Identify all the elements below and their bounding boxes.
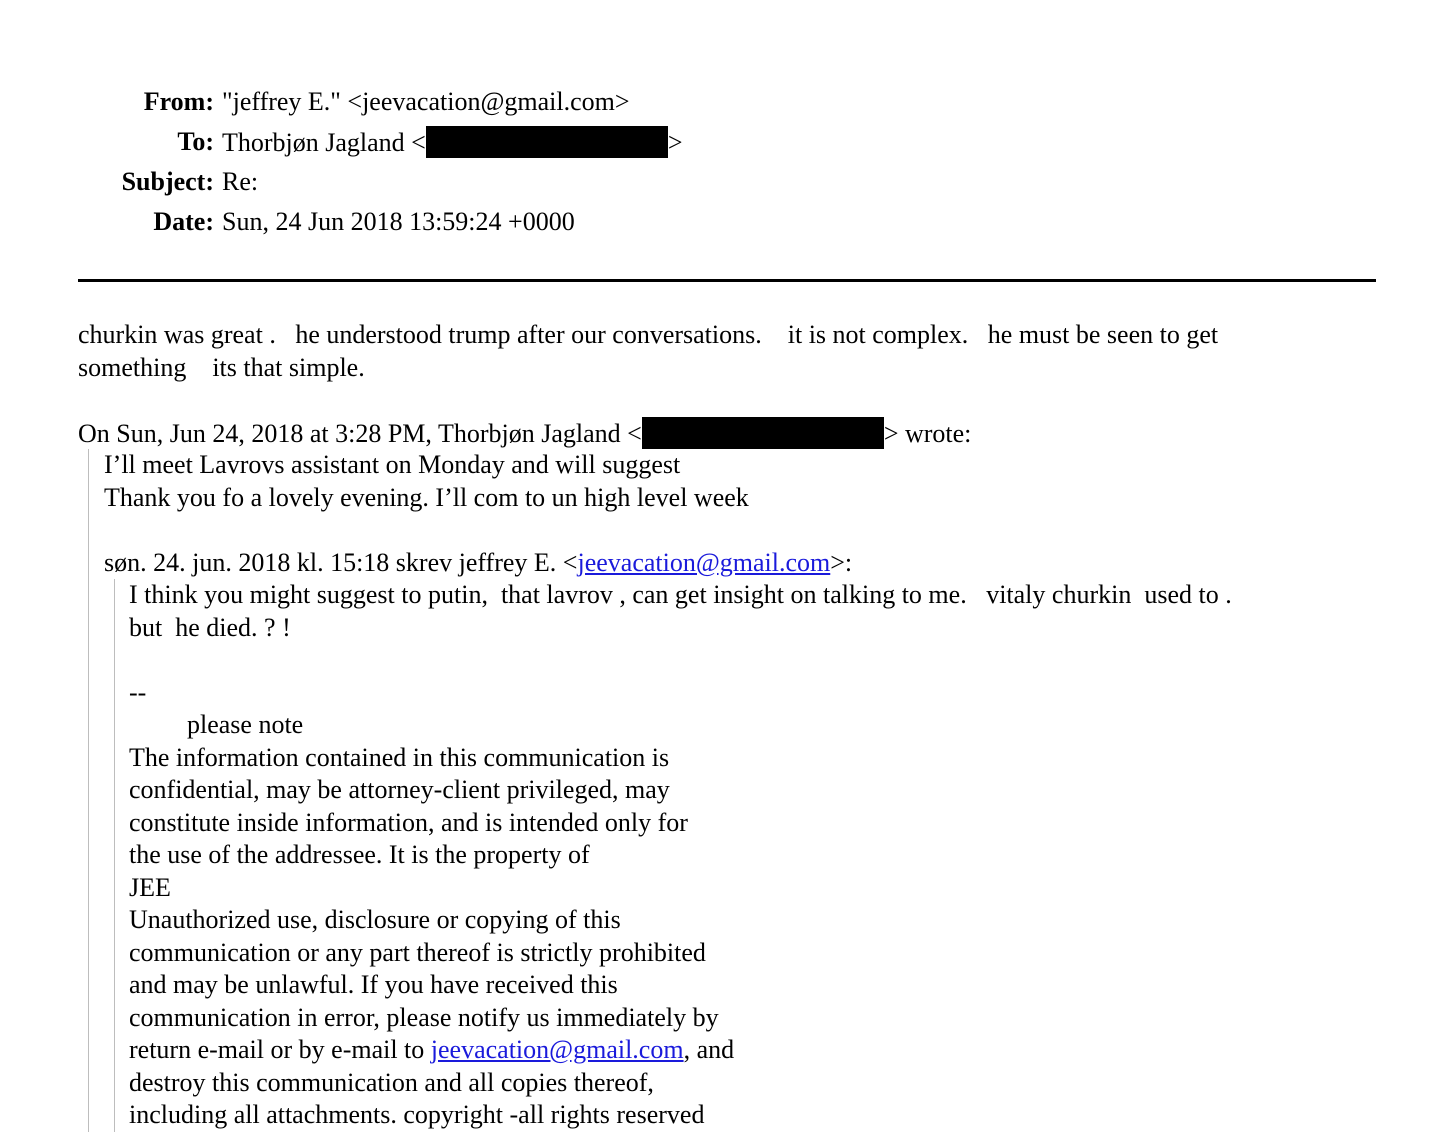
disclaimer-line: destroy this communication and all copies thereof,	[129, 1067, 654, 1097]
disclaimer-line: communication or any part thereof is strictly prohibited	[129, 937, 706, 967]
disclaimer-line: including all attachments. copyright -all rights reserved	[129, 1100, 705, 1129]
date-value: Sun, 24 Jun 2018 13:59:24 +0000	[222, 207, 575, 236]
to-label: To:	[177, 127, 214, 156]
email-body	[78, 319, 1368, 1132]
quote-line: but he died. ? !	[129, 612, 291, 642]
redaction-box	[426, 126, 668, 158]
from-value: "jeffrey E." <jeevacation@gmail.com>	[222, 87, 630, 116]
reply2-attribution	[104, 547, 1368, 580]
disclaimer-line: and may be unlawful. If you have received this	[129, 970, 618, 999]
spacer	[78, 384, 1368, 417]
redaction-box	[642, 417, 884, 449]
email-link[interactable]: jeevacation@gmail.com	[577, 547, 831, 577]
message-line: churkin was great . he understood trump after our conversations. it is not complex. he must be seen to get	[78, 320, 1219, 349]
signature-dash: --	[129, 677, 147, 707]
to-close: >	[667, 128, 683, 157]
subject-value: Re:	[222, 167, 259, 196]
spacer	[104, 514, 1368, 547]
attribution-suffix: >:	[830, 547, 853, 577]
to-value	[222, 126, 683, 159]
disclaimer-line: communication in error, please notify us immediately by	[129, 1002, 719, 1032]
email-link[interactable]: jeevacation@gmail.com	[430, 1035, 684, 1064]
disclaimer-line	[129, 1034, 1368, 1067]
return-suffix: , and	[683, 1035, 735, 1064]
spacer	[129, 644, 1368, 677]
quote-level-1	[88, 449, 1368, 1132]
disclaimer-line: confidential, may be attorney-client privileged, may	[129, 775, 670, 804]
subject-label: Subject:	[121, 167, 214, 196]
disclaimer-line: The information contained in this communication is	[129, 742, 670, 772]
disclaimer-line: constitute inside information, and is intended only for	[129, 807, 688, 837]
quote-line: Thank you fo a lovely evening. I’ll com to un high level week	[104, 482, 749, 512]
quote-line: I’ll meet Lavrovs assistant on Monday and will suggest	[104, 450, 681, 479]
reply1-attribution	[78, 417, 1368, 450]
signature-note: please note	[187, 710, 304, 739]
disclaimer-line: Unauthorized use, disclosure or copying of this	[129, 905, 621, 934]
header-divider	[78, 279, 1376, 282]
return-prefix: return e-mail or by e-mail to	[129, 1035, 431, 1064]
quote-level-2	[114, 579, 1368, 1132]
date-label: Date:	[153, 207, 214, 236]
disclaimer-line: JEE	[129, 872, 171, 902]
attribution-suffix: > wrote:	[883, 418, 972, 448]
quote-line: I think you might suggest to putin, that lavrov , can get insight on talking to me. vitaly churkin used to .	[129, 580, 1232, 609]
to-name: Thorbjøn Jagland <	[222, 128, 426, 157]
message-line: something its that simple.	[78, 352, 365, 382]
from-label: From:	[143, 87, 214, 116]
attribution-text: søn. 24. jun. 2018 kl. 15:18 skrev jeffrey E. <	[104, 547, 578, 577]
attribution-text: On Sun, Jun 24, 2018 at 3:28 PM, Thorbjøn Jagland <	[78, 418, 642, 448]
disclaimer-line: the use of the addressee. It is the property of	[129, 840, 590, 869]
